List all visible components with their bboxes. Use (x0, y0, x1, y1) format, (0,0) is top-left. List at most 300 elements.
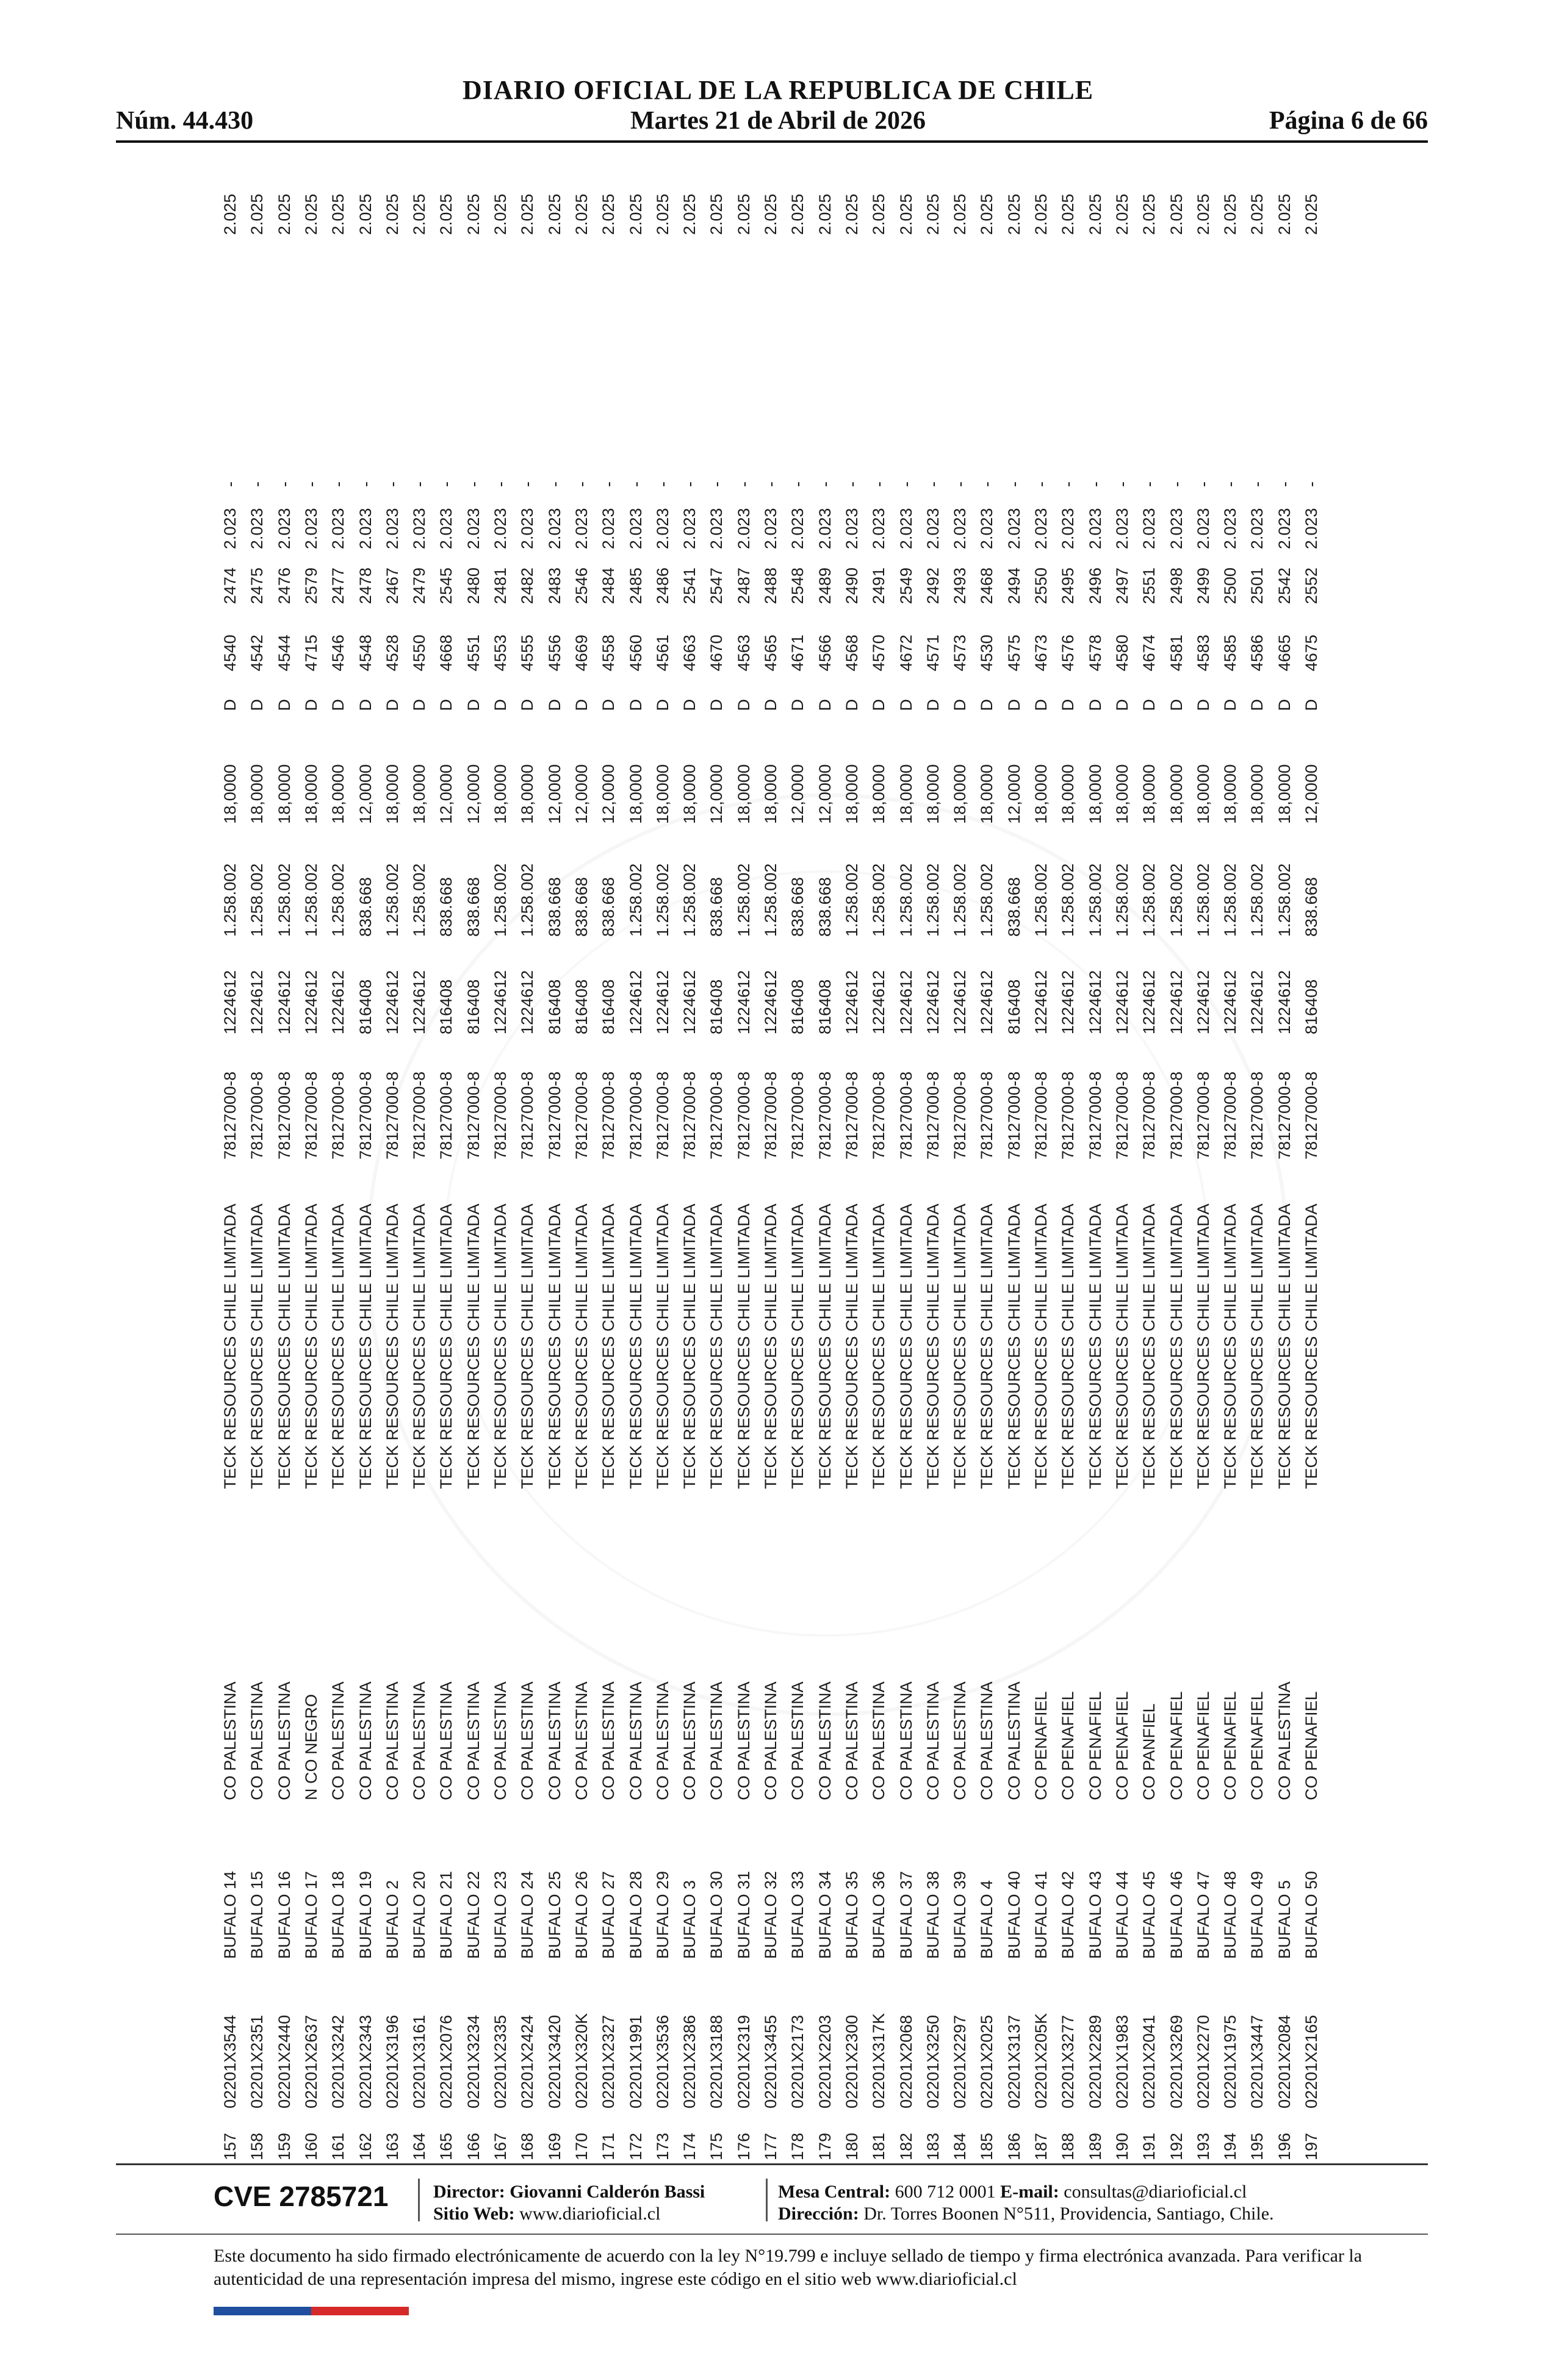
year-from-cell: 2.023 (680, 508, 699, 549)
amount-cell: 1.258.002 (626, 863, 645, 937)
year-to-cell: 2.025 (1275, 193, 1294, 235)
location-cell: CO PALESTINA (572, 1681, 591, 1800)
folio-cell: 4578 (1086, 634, 1104, 671)
email-link[interactable]: consultas@diarioficial.cl (1064, 2182, 1247, 2202)
amount-cell: 1.258.002 (1112, 863, 1131, 937)
location-cell: CO PALESTINA (545, 1681, 564, 1800)
email-label: E-mail: (1000, 2182, 1059, 2202)
amount-cell: 1.258.002 (410, 863, 429, 937)
location-cell: CO PALESTINA (221, 1681, 239, 1800)
rut-cell: 78127000-8 (815, 1071, 834, 1159)
class-cell: D (951, 699, 970, 711)
amount-cell: 1.258.002 (518, 863, 537, 937)
year-from-cell: 2.023 (1167, 508, 1186, 549)
table-row (865, 177, 892, 2160)
row-number-cell: 185 (978, 2132, 996, 2160)
year-to-cell: 2.025 (1140, 193, 1159, 235)
concession-name-cell: BUFALO 20 (410, 1870, 429, 1959)
class-cell: D (1112, 699, 1131, 711)
folio-cell: 4583 (1194, 634, 1212, 671)
table-row (812, 177, 838, 2160)
table-row (1001, 177, 1028, 2160)
year-from-cell: 2.023 (301, 508, 320, 549)
location-cell: CO PALESTINA (653, 1681, 672, 1800)
year-to-cell: 2.025 (680, 193, 699, 235)
owner-code-cell: 1224612 (762, 970, 780, 1034)
page-ref-cell: 2496 (1086, 567, 1104, 604)
class-cell: D (491, 699, 510, 711)
concession-code-cell: 02201X2270 (1194, 2014, 1212, 2108)
footer-separator (766, 2179, 768, 2221)
row-number-cell: 174 (680, 2132, 699, 2160)
amount-cell: 838.668 (356, 877, 375, 937)
rut-cell: 78127000-8 (1032, 1071, 1050, 1159)
year-from-cell: 2.023 (1302, 508, 1320, 549)
page-ref-cell: 2493 (951, 567, 970, 604)
concession-code-cell: 02201X3234 (464, 2014, 483, 2108)
page-ref-cell: 2551 (1140, 567, 1159, 604)
footer-divider (116, 2163, 1428, 2165)
location-cell: CO PALESTINA (896, 1681, 915, 1800)
location-cell: CO PENAFIEL (1167, 1691, 1186, 1800)
year-from-cell: 2.023 (626, 508, 645, 549)
owner-cell: TECK RESOURCES CHILE LIMITADA (1167, 1203, 1186, 1489)
amount-cell: 1.258.002 (842, 863, 861, 937)
row-number-cell: 166 (464, 2132, 483, 2160)
owner-cell: TECK RESOURCES CHILE LIMITADA (518, 1203, 537, 1489)
page-ref-cell: 2487 (734, 567, 753, 604)
page-ref-cell: 2478 (356, 567, 375, 604)
hectares-cell: 18,0000 (275, 764, 294, 824)
concession-code-cell: 02201X2173 (788, 2014, 807, 2108)
concession-code-cell: 02201X3269 (1167, 2014, 1186, 2108)
folio-cell: 4580 (1112, 634, 1131, 671)
amount-cell: 838.668 (599, 877, 618, 937)
concession-name-cell: BUFALO 27 (599, 1870, 618, 1959)
dash-cell: - (1086, 481, 1104, 487)
class-cell: D (923, 699, 942, 711)
table-row (676, 177, 703, 2160)
dash-cell: - (896, 481, 915, 487)
page-ref-cell: 2549 (896, 567, 915, 604)
owner-cell: TECK RESOURCES CHILE LIMITADA (1221, 1203, 1240, 1489)
owner-cell: TECK RESOURCES CHILE LIMITADA (1302, 1203, 1320, 1489)
owner-code-cell: 816408 (1004, 979, 1023, 1034)
row-number-cell: 173 (653, 2132, 672, 2160)
concession-code-cell: 02201X2068 (896, 2014, 915, 2108)
table-row (514, 177, 541, 2160)
dash-cell: - (1112, 481, 1131, 487)
hectares-cell: 18,0000 (221, 764, 239, 824)
row-number-cell: 170 (572, 2132, 591, 2160)
dash-cell: - (1275, 481, 1294, 487)
concession-name-cell: BUFALO 22 (464, 1870, 483, 1959)
year-from-cell: 2.023 (248, 508, 267, 549)
table-row (595, 177, 622, 2160)
location-cell: CO PENAFIEL (1248, 1691, 1267, 1800)
concession-name-cell: BUFALO 39 (951, 1870, 970, 1959)
dash-cell: - (1248, 481, 1267, 487)
location-cell: CO PALESTINA (329, 1681, 348, 1800)
year-to-cell: 2.025 (923, 193, 942, 235)
year-to-cell: 2.025 (1167, 193, 1186, 235)
dash-cell: - (1059, 481, 1078, 487)
owner-code-cell: 1224612 (275, 970, 294, 1034)
year-to-cell: 2.025 (870, 193, 888, 235)
table-row (703, 177, 730, 2160)
location-cell: CO PENAFIEL (1194, 1691, 1212, 1800)
dash-cell: - (599, 481, 618, 487)
owner-cell: TECK RESOURCES CHILE LIMITADA (870, 1203, 888, 1489)
legal-notice: Este documento ha sido firmado electrónicamente de acuerdo con la ley N°19.799 e incluye sellado de tiempo y firma electrónica avanzada. Para verificar la autenticidad de una representación impresa del mismo, ingrese este código en el sitio web www.diarioficial.cl (214, 2246, 1363, 2289)
rut-cell: 78127000-8 (491, 1071, 510, 1159)
page-ref-cell: 2484 (599, 567, 618, 604)
owner-code-cell: 1224612 (491, 970, 510, 1034)
table-row (568, 177, 595, 2160)
row-number-cell: 163 (383, 2132, 402, 2160)
website-link[interactable]: www.diarioficial.cl (519, 2204, 661, 2224)
rut-cell: 78127000-8 (626, 1071, 645, 1159)
year-from-cell: 2.023 (599, 508, 618, 549)
year-from-cell: 2.023 (383, 508, 402, 549)
page-ref-cell: 2500 (1221, 567, 1240, 604)
page-ref-cell: 2477 (329, 567, 348, 604)
owner-cell: TECK RESOURCES CHILE LIMITADA (1032, 1203, 1050, 1489)
amount-cell: 1.258.002 (762, 863, 780, 937)
amount-cell: 1.258.002 (680, 863, 699, 937)
row-number-cell: 176 (734, 2132, 753, 2160)
owner-code-cell: 1224612 (518, 970, 537, 1034)
row-number-cell: 186 (1004, 2132, 1023, 2160)
newspaper-title: DIARIO OFICIAL DE LA REPUBLICA DE CHILE (462, 75, 1094, 105)
location-cell: CO PALESTINA (1004, 1681, 1023, 1800)
concession-code-cell: 02201X3250 (923, 2014, 942, 2108)
dash-cell: - (356, 481, 375, 487)
owner-code-cell: 1224612 (978, 970, 996, 1034)
concession-code-cell: 02201X320K (572, 2013, 591, 2108)
amount-cell: 1.258.002 (383, 863, 402, 937)
class-cell: D (275, 699, 294, 711)
owner-code-cell: 1224612 (896, 970, 915, 1034)
concession-code-cell: 02201X317K (870, 2013, 888, 2108)
page-ref-cell: 2495 (1059, 567, 1078, 604)
mesa-label: Mesa Central: (778, 2182, 891, 2202)
hectares-cell: 18,0000 (1140, 764, 1159, 824)
concession-code-cell: 02201X2351 (248, 2014, 267, 2108)
folio-cell: 4671 (788, 634, 807, 671)
year-to-cell: 2.025 (518, 193, 537, 235)
concession-name-cell: BUFALO 49 (1248, 1870, 1267, 1959)
folio-cell: 4565 (762, 634, 780, 671)
director-block (433, 2181, 705, 2225)
page-ref-cell: 2492 (923, 567, 942, 604)
class-cell: D (1032, 699, 1050, 711)
dash-cell: - (870, 481, 888, 487)
year-to-cell: 2.025 (653, 193, 672, 235)
owner-code-cell: 1224612 (1275, 970, 1294, 1034)
footer-separator (418, 2179, 420, 2221)
row-number-cell: 196 (1275, 2132, 1294, 2160)
owner-cell: TECK RESOURCES CHILE LIMITADA (329, 1203, 348, 1489)
hectares-cell: 12,0000 (437, 764, 456, 824)
folio-cell: 4568 (842, 634, 861, 671)
concession-name-cell: BUFALO 50 (1302, 1870, 1320, 1959)
row-number-cell: 191 (1140, 2132, 1159, 2160)
folio-cell: 4672 (896, 634, 915, 671)
owner-code-cell: 816408 (788, 979, 807, 1034)
row-number-cell: 181 (870, 2132, 888, 2160)
class-cell: D (1059, 699, 1078, 711)
concession-name-cell: BUFALO 34 (815, 1870, 834, 1959)
table-row (406, 177, 433, 2160)
year-from-cell: 2.023 (653, 508, 672, 549)
dash-cell: - (545, 481, 564, 487)
owner-code-cell: 1224612 (923, 970, 942, 1034)
page-ref-cell: 2468 (978, 567, 996, 604)
amount-cell: 1.258.002 (1059, 863, 1078, 937)
table-row (1028, 177, 1054, 2160)
rut-cell: 78127000-8 (464, 1071, 483, 1159)
dash-cell: - (410, 481, 429, 487)
hectares-cell: 12,0000 (599, 764, 618, 824)
concession-code-cell: 02201X2424 (518, 2014, 537, 2108)
table-row (730, 177, 757, 2160)
page-ref-cell: 2497 (1112, 567, 1131, 604)
table-row (1163, 177, 1190, 2160)
year-to-cell: 2.025 (1248, 193, 1267, 235)
location-cell: CO PALESTINA (951, 1681, 970, 1800)
owner-code-cell: 1224612 (842, 970, 861, 1034)
owner-code-cell: 1224612 (734, 970, 753, 1034)
class-cell: D (1086, 699, 1104, 711)
dash-cell: - (1221, 481, 1240, 487)
owner-cell: TECK RESOURCES CHILE LIMITADA (545, 1203, 564, 1489)
hectares-cell: 18,0000 (1059, 764, 1078, 824)
year-from-cell: 2.023 (734, 508, 753, 549)
year-from-cell: 2.023 (356, 508, 375, 549)
year-to-cell: 2.025 (1221, 193, 1240, 235)
concession-code-cell: 02201X2300 (842, 2014, 861, 2108)
concession-name-cell: BUFALO 16 (275, 1870, 294, 1959)
owner-code-cell: 1224612 (1194, 970, 1212, 1034)
table-row (352, 177, 379, 2160)
location-cell: CO PALESTINA (410, 1681, 429, 1800)
year-to-cell: 2.025 (626, 193, 645, 235)
class-cell: D (1167, 699, 1186, 711)
concession-code-cell: 02201X2041 (1140, 2014, 1159, 2108)
owner-code-cell: 1224612 (301, 970, 320, 1034)
year-to-cell: 2.025 (896, 193, 915, 235)
location-cell: CO PANFIEL (1140, 1703, 1159, 1800)
owner-code-cell: 816408 (1302, 979, 1320, 1034)
rut-cell: 78127000-8 (762, 1071, 780, 1159)
rut-cell: 78127000-8 (221, 1071, 239, 1159)
folio-cell: 4585 (1221, 634, 1240, 671)
year-to-cell: 2.025 (815, 193, 834, 235)
location-cell: CO PALESTINA (626, 1681, 645, 1800)
concession-code-cell: 02201X2335 (491, 2014, 510, 2108)
class-cell: D (248, 699, 267, 711)
folio-cell: 4668 (437, 634, 456, 671)
rut-cell: 78127000-8 (1004, 1071, 1023, 1159)
folio-cell: 4546 (329, 634, 348, 671)
class-cell: D (1275, 699, 1294, 711)
concession-code-cell: 02201X2327 (599, 2014, 618, 2108)
concession-code-cell: 02201X3137 (1004, 2014, 1023, 2108)
table-row (946, 177, 973, 2160)
class-cell: D (301, 699, 320, 711)
hectares-cell: 18,0000 (762, 764, 780, 824)
owner-cell: TECK RESOURCES CHILE LIMITADA (896, 1203, 915, 1489)
hectares-cell: 18,0000 (1194, 764, 1212, 824)
rut-cell: 78127000-8 (978, 1071, 996, 1159)
rut-cell: 78127000-8 (1086, 1071, 1104, 1159)
location-cell: CO PENAFIEL (1032, 1691, 1050, 1800)
year-from-cell: 2.023 (491, 508, 510, 549)
concession-code-cell: 02201X205K (1032, 2013, 1050, 2108)
page-ref-cell: 2541 (680, 567, 699, 604)
row-number-cell: 180 (842, 2132, 861, 2160)
rut-cell: 78127000-8 (680, 1071, 699, 1159)
location-cell: CO PALESTINA (870, 1681, 888, 1800)
concession-code-cell: 02201X3242 (329, 2014, 348, 2108)
folio-cell: 4556 (545, 634, 564, 671)
concession-code-cell: 02201X2297 (951, 2014, 970, 2108)
hectares-cell: 18,0000 (1221, 764, 1240, 824)
year-to-cell: 2.025 (383, 193, 402, 235)
dash-cell: - (275, 481, 294, 487)
row-number-cell: 165 (437, 2132, 456, 2160)
concession-name-cell: BUFALO 42 (1059, 1870, 1078, 1959)
hectares-cell: 18,0000 (1248, 764, 1267, 824)
dash-cell: - (815, 481, 834, 487)
concession-code-cell: 02201X3161 (410, 2014, 429, 2108)
page-ref-cell: 2480 (464, 567, 483, 604)
dash-cell: - (734, 481, 753, 487)
page-ref-cell: 2494 (1004, 567, 1023, 604)
owner-code-cell: 1224612 (383, 970, 402, 1034)
table-row (487, 177, 514, 2160)
amount-cell: 838.668 (788, 877, 807, 937)
page-ref-cell: 2474 (221, 567, 239, 604)
table-row (1109, 177, 1136, 2160)
row-number-cell: 175 (707, 2132, 726, 2160)
owner-code-cell: 1224612 (248, 970, 267, 1034)
location-cell: CO PALESTINA (842, 1681, 861, 1800)
row-number-cell: 194 (1221, 2132, 1240, 2160)
rut-cell: 78127000-8 (870, 1071, 888, 1159)
concession-name-cell: BUFALO 40 (1004, 1870, 1023, 1959)
dash-cell: - (1167, 481, 1186, 487)
location-cell: CO PALESTINA (356, 1681, 375, 1800)
owner-cell: TECK RESOURCES CHILE LIMITADA (1248, 1203, 1267, 1489)
location-cell: CO PALESTINA (734, 1681, 753, 1800)
year-from-cell: 2.023 (329, 508, 348, 549)
owner-cell: TECK RESOURCES CHILE LIMITADA (842, 1203, 861, 1489)
year-from-cell: 2.023 (464, 508, 483, 549)
dash-cell: - (1302, 481, 1320, 487)
concession-name-cell: BUFALO 19 (356, 1870, 375, 1959)
row-number-cell: 178 (788, 2132, 807, 2160)
location-cell: N CO NEGRO (301, 1693, 320, 1800)
concession-name-cell: BUFALO 31 (734, 1870, 753, 1959)
owner-cell: TECK RESOURCES CHILE LIMITADA (1086, 1203, 1104, 1489)
owner-cell: TECK RESOURCES CHILE LIMITADA (923, 1203, 942, 1489)
class-cell: D (1221, 699, 1240, 711)
hectares-cell: 18,0000 (896, 764, 915, 824)
folio-cell: 4563 (734, 634, 753, 671)
location-cell: CO PALESTINA (518, 1681, 537, 1800)
amount-cell: 838.668 (572, 877, 591, 937)
folio-cell: 4555 (518, 634, 537, 671)
dash-cell: - (572, 481, 591, 487)
concession-name-cell: BUFALO 36 (870, 1870, 888, 1959)
owner-code-cell: 816408 (572, 979, 591, 1034)
hectares-cell: 18,0000 (301, 764, 320, 824)
concession-name-cell: BUFALO 32 (762, 1870, 780, 1959)
location-cell: CO PALESTINA (680, 1681, 699, 1800)
hectares-cell: 18,0000 (842, 764, 861, 824)
row-number-cell: 183 (923, 2132, 942, 2160)
page-ref-cell: 2542 (1275, 567, 1294, 604)
hectares-cell: 18,0000 (1167, 764, 1186, 824)
class-cell: D (1194, 699, 1212, 711)
folio-cell: 4581 (1167, 634, 1186, 671)
year-from-cell: 2.023 (275, 508, 294, 549)
year-from-cell: 2.023 (870, 508, 888, 549)
year-to-cell: 2.025 (572, 193, 591, 235)
folio-cell: 4530 (978, 634, 996, 671)
rut-cell: 78127000-8 (1140, 1071, 1159, 1159)
rut-cell: 78127000-8 (572, 1071, 591, 1159)
amount-cell: 1.258.002 (221, 863, 239, 937)
concession-name-cell: BUFALO 24 (518, 1870, 537, 1959)
location-cell: CO PALESTINA (815, 1681, 834, 1800)
rut-cell: 78127000-8 (248, 1071, 267, 1159)
class-cell: D (383, 699, 402, 711)
folio-cell: 4548 (356, 634, 375, 671)
owner-cell: TECK RESOURCES CHILE LIMITADA (248, 1203, 267, 1489)
hectares-cell: 18,0000 (383, 764, 402, 824)
concession-code-cell: 02201X2203 (815, 2014, 834, 2108)
dash-cell: - (383, 481, 402, 487)
hectares-cell: 12,0000 (707, 764, 726, 824)
page-ref-cell: 2486 (653, 567, 672, 604)
page-ref-cell: 2552 (1302, 567, 1320, 604)
amount-cell: 1.258.002 (275, 863, 294, 937)
year-to-cell: 2.025 (545, 193, 564, 235)
owner-cell: TECK RESOURCES CHILE LIMITADA (978, 1203, 996, 1489)
dash-cell: - (951, 481, 970, 487)
year-from-cell: 2.023 (518, 508, 537, 549)
amount-cell: 1.258.002 (329, 863, 348, 937)
year-to-cell: 2.025 (1004, 193, 1023, 235)
concession-name-cell: BUFALO 3 (680, 1880, 699, 1959)
year-from-cell: 2.023 (1059, 508, 1078, 549)
table-row (433, 177, 459, 2160)
concession-name-cell: BUFALO 2 (383, 1880, 402, 1959)
owner-code-cell: 1224612 (1167, 970, 1186, 1034)
dash-cell: - (1140, 481, 1159, 487)
dash-cell: - (329, 481, 348, 487)
folio-cell: 4566 (815, 634, 834, 671)
folio-cell: 4570 (870, 634, 888, 671)
amount-cell: 1.258.002 (1221, 863, 1240, 937)
class-cell: D (734, 699, 753, 711)
rut-cell: 78127000-8 (951, 1071, 970, 1159)
concession-name-cell: BUFALO 21 (437, 1870, 456, 1959)
year-to-cell: 2.025 (410, 193, 429, 235)
